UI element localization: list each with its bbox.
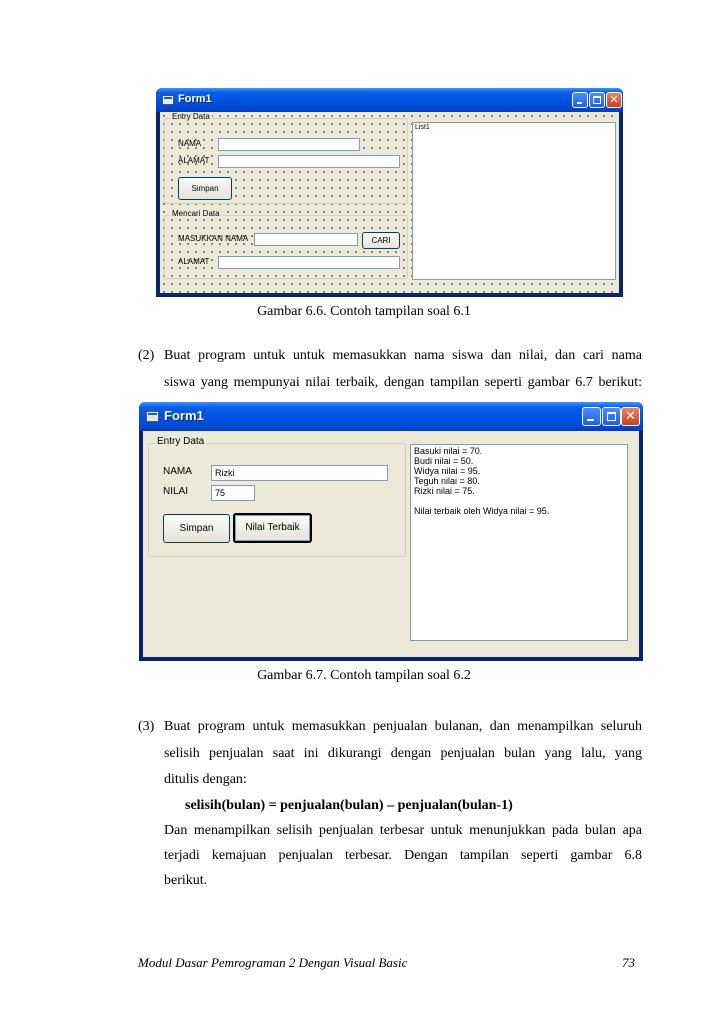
nilai-terbaik-button[interactable]: Nilai Terbaik: [233, 513, 312, 543]
item-3-line-1: Buat program untuk memasukkan penjualan bulanan, dan menampilkan seluruh: [164, 719, 642, 734]
search-frame-caption: Mencari Data: [172, 209, 220, 218]
alamat-search-label: ALAMAT: [178, 257, 210, 266]
item-2-line-2: siswa yang mempunyai nilai terbaik, dengan tampilan seperti gambar 6.7 berikut:: [164, 375, 642, 390]
figure-6-6-caption: Gambar 6.6. Contoh tampilan soal 6.1: [257, 304, 471, 319]
title-bar: [156, 88, 623, 112]
close-icon: ✕: [609, 93, 619, 106]
maximize-icon: [590, 93, 604, 107]
alamat-search-textbox[interactable]: [218, 256, 400, 269]
footer-module-title: Modul Dasar Pemrograman 2 Dengan Visual Basic: [138, 955, 408, 970]
list-item: Widya nilai = 95.: [414, 466, 481, 476]
close-button[interactable]: [621, 407, 640, 426]
nama-label: NAMA: [178, 139, 202, 148]
simpan-button[interactable]: Simpan: [163, 514, 230, 543]
nilai-label: NILAI: [163, 486, 189, 497]
minimize-button[interactable]: [582, 407, 601, 426]
item-3-line-6: berikut.: [164, 873, 208, 888]
item-3-line-3: ditulis dengan:: [164, 772, 247, 787]
alamat-label: ALAMAT: [178, 156, 210, 165]
minimize-icon: [573, 93, 587, 107]
result-line: Nilai terbaik oleh Widya nilai = 95.: [414, 506, 550, 516]
nama-label: NAMA: [163, 466, 192, 477]
form-client-area: [160, 112, 619, 293]
maximize-icon: [603, 408, 620, 425]
cari-button[interactable]: CARI: [362, 232, 400, 249]
list1-listbox[interactable]: [412, 122, 616, 280]
figure-6-7-caption: Gambar 6.7. Contoh tampilan soal 6.2: [257, 668, 471, 683]
simpan-button[interactable]: Simpan: [178, 177, 232, 200]
item-3-line-4: Dan menampilkan selisih penjualan terbesar untuk menunjukkan pada bulan apa: [164, 823, 642, 838]
form-client-area: [143, 431, 639, 657]
masukkan-nama-label: MASUKKAN NAMA: [178, 234, 249, 243]
minimize-icon: [583, 408, 600, 425]
maximize-button[interactable]: [589, 92, 605, 108]
window-title: Form1: [178, 93, 212, 105]
list-item: Basuki nilai = 70.: [414, 446, 483, 456]
minimize-button[interactable]: [572, 92, 588, 108]
page-number: 73: [622, 955, 635, 970]
window-title: Form1: [164, 408, 204, 423]
list-item: Rizki nilai = 75.: [414, 486, 475, 496]
nama-textbox[interactable]: Rizki: [211, 465, 388, 481]
title-bar: [139, 402, 643, 431]
list1-label: List1: [415, 124, 430, 131]
item-3-number: (3): [138, 719, 155, 734]
formula: selisih(bulan) = penjualan(bulan) – penjualan(bulan-1): [185, 798, 513, 813]
entry-data-frame-caption: Entry Data: [157, 436, 205, 447]
close-icon: ✕: [625, 409, 636, 424]
close-button[interactable]: [606, 92, 622, 108]
app-icon: [146, 411, 159, 422]
masukkan-nama-textbox[interactable]: [254, 233, 358, 246]
app-icon: [162, 95, 174, 105]
entry-data-frame-caption: Entry Data: [172, 112, 210, 121]
item-3-line-5: terjadi kemajuan penjualan terbesar. Dengan tampilan seperti gambar 6.8: [164, 848, 642, 863]
maximize-button[interactable]: [602, 407, 621, 426]
alamat-textbox[interactable]: [218, 155, 400, 168]
list-item: Budi nilai = 50.: [414, 456, 474, 466]
item-2-line-1: Buat program untuk untuk memasukkan nama siswa dan nilai, dan cari nama: [164, 348, 642, 363]
nilai-textbox[interactable]: 75: [211, 485, 255, 501]
nama-textbox[interactable]: [218, 138, 360, 151]
item-3-line-2: selisih penjualan saat ini dikurangi dengan penjualan bulan yang lalu, yang: [164, 746, 642, 761]
form1-window-design: [156, 88, 623, 297]
list-item: Teguh nilai = 80.: [414, 476, 480, 486]
form1-window-runtime: [139, 402, 643, 661]
item-2-number: (2): [138, 348, 155, 363]
result-listbox[interactable]: [410, 444, 628, 641]
